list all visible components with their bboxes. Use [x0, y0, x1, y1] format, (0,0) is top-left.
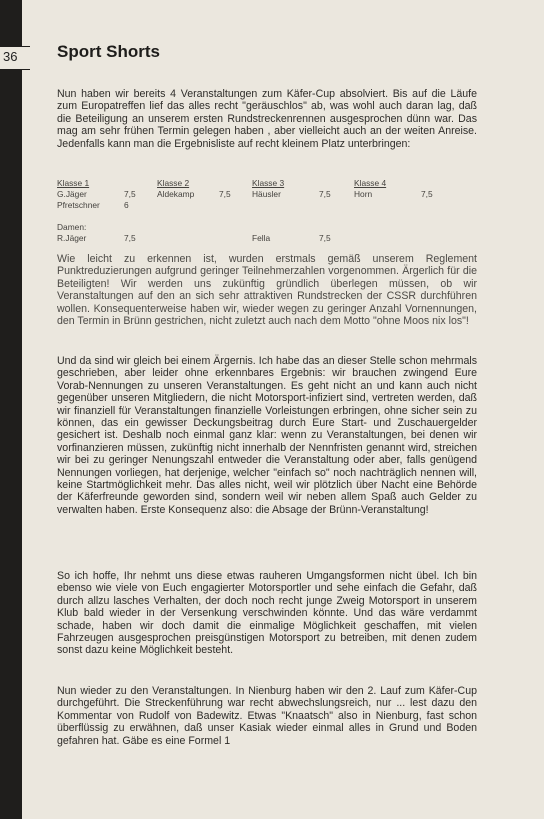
class-1-entry-score: 6: [124, 200, 129, 210]
class-1-entry-name: Pfretschner: [57, 200, 100, 210]
body-paragraph: Nun wieder zu den Veranstaltungen. In Nienburg haben wir den 2. Lauf zum Käfer-Cup durchgeführt. Die Streckenführung war recht abwechslungsreich, nur ... lest dazu den Kommentar von Rudolf von Badewitz. Etwas "Knaatsch" also in Nienburg, fast schon überflüssig zu erwähnen, daß unser Kasiak wieder einmal alles in Grund und Boden gefahren hat. Gäbe es eine Formel 1: [57, 685, 477, 747]
damen-entry-name: Fella: [252, 233, 271, 243]
binding-spine: [0, 0, 22, 819]
class-1-header: Klasse 1: [57, 178, 90, 188]
class-2-header: Klasse 2: [157, 178, 190, 188]
page-number: 36: [3, 49, 18, 64]
damen-entry-score: 7,5: [124, 233, 136, 243]
class-2-entry-name: Aldekamp: [157, 189, 195, 199]
class-4-entry-name: Horn: [354, 189, 373, 199]
damen-entry-score: 7,5: [319, 233, 331, 243]
page-title: Sport Shorts: [57, 42, 160, 61]
class-3-header: Klasse 3: [252, 178, 285, 188]
class-3-entry-score: 7,5: [319, 189, 331, 199]
class-2-entry-score: 7,5: [219, 189, 231, 199]
body-paragraph: Wie leicht zu erkennen ist, wurden erstmals gemäß unserem Reglement Punktreduzierungen aufgrund geringer Teilnehmerzahlen vorgenommen. Ärgerlich für die Beteiligten! Wir werden uns zukünftig gründlich überlegen müssen, ob wir Veranstaltungen auf den an sich sehr attraktiven Rundstrecken der CSSR durchführen wollen. Konsequenterweise haben wir, wieder wegen zu geringer Anzahl Vornennungen, den Termin in Brünn gestrichen, nicht zuletzt auch nach dem Motto "ohne Moos nix los"!: [57, 253, 477, 328]
damen-entry-name: R.Jäger: [57, 233, 87, 243]
damen-header: Damen:: [57, 222, 87, 232]
body-paragraph: So ich hoffe, Ihr nehmt uns diese etwas rauheren Umgangsformen nicht übel. Ich bin ebenso wie viele von Euch engagierter Motorsportler und sehe einfach die Gefahr, daß durch allzu lasches Verhalten, der doch noch recht junge Zweig Motorsport in unserem Klub bald wieder in der Versenkung verschwinden könnte. Und das wäre verdammt schade, haben wir doch damit die einmalige Möglichkeit geschaffen, mit vielen Fahrzeugen ausgesprochen preisgünstigen Motorsport zu betreiben, mit denen zudem sonst dazu keine Möglichkeit besteht.: [57, 570, 477, 657]
body-paragraph: Und da sind wir gleich bei einem Ärgernis. Ich habe das an dieser Stelle schon mehrmals geschrieben, aber leider ohne erkennbares Ergebnis: wir brauchen zwingend Eure Vorab-Nennungen zu unseren Veranstaltungen. Es geht nicht an und kann auch nicht gegenüber unseren Mitgliedern, die nicht Motorsport-infiziert sind, vertreten werden, daß wir finanziell für Veranstaltungen finanzielle Vorleistungen erbringen, ohne sicher sein zu können, das ein gewisser Deckungsbeitrag durch Eure Start- und Zuschauergelder gesichert ist. Deshalb noch einmal ganz klar: wenn zu Veranstaltungen, bei denen wir vorfinanzieren müssen, zukünftig nicht innerhalb der Nennfristen genannt wird, streichen wir bei zu geringer Nenungszahl entweder die Veranstaltung oder aber, falls genügend Nennungen vorliegen, hat derjenige, welcher "einfach so" noch nachträglich nennen will, keine Startmöglichkeit mehr. Das alles nicht, weil wir plötzlich über Nacht eine Behörde der Käferfreunde geworden sind, sondern weil wir neben allem Spaß auch Gelder zu verwalten haben. Erste Konsequenz also: die Absage der Brünn-Veranstaltung!: [57, 355, 477, 516]
class-4-header: Klasse 4: [354, 178, 387, 188]
class-4-entry-score: 7,5: [421, 189, 433, 199]
class-3-entry-name: Häusler: [252, 189, 281, 199]
intro-paragraph: Nun haben wir bereits 4 Veranstaltungen zum Käfer-Cup absolviert. Bis auf die Läufe zum Europatreffen lief das alles recht "geräuschlos" ab, was wohl auch daran lag, daß die Beteiligung an unserem ersten Rundstreckenrennen ausgesprochen dünn war. Das mag am sehr frühen Termin gelegen haben , aber vielleicht auch an der weiten Anreise. Jedenfalls kann man die Ergebnisliste auf recht kleinem Platz unterbringen:: [57, 88, 477, 150]
class-1-entry-name: G.Jäger: [57, 189, 87, 199]
class-1-entry-score: 7,5: [124, 189, 136, 199]
